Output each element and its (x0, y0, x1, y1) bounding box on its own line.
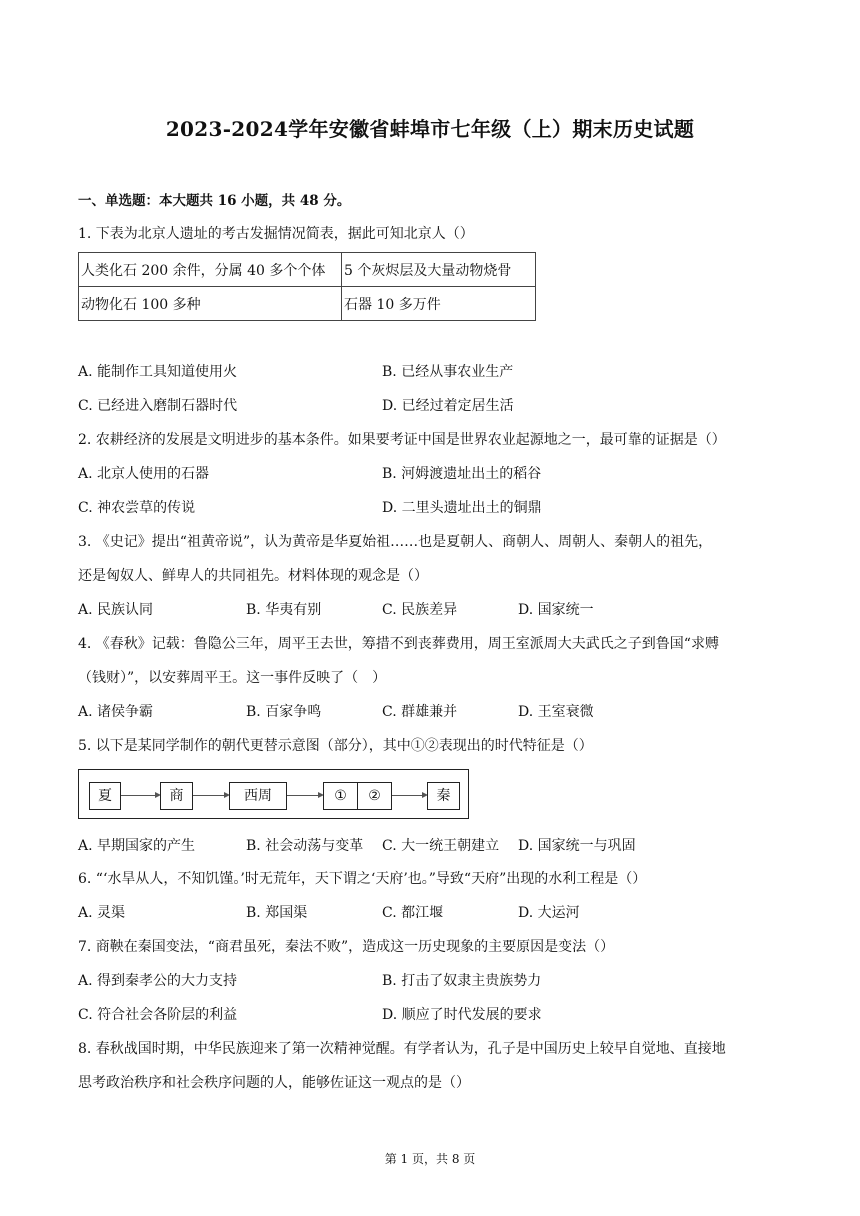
question-5-stem: 5. 以下是某同学制作的朝代更替示意图（部分），其中①②表现出的时代特征是（） (78, 738, 593, 754)
question-6-option-b[interactable]: B. 郑国渠 (246, 905, 308, 921)
question-2-option-b[interactable]: B. 河姆渡遗址出土的稻谷 (382, 466, 542, 482)
question-5-option-c[interactable]: C. 大一统王朝建立 (382, 838, 500, 854)
page-footer: 第 1 页，共 8 页 (384, 1152, 476, 1166)
question-7-option-c[interactable]: C. 符合社会各阶层的利益 (78, 1007, 238, 1023)
question-6-stem: 6. “‘水旱从人，不知饥馑。’时无荒年，天下谓之‘天府’也。”导致“天府”出现的水利工程是（） (78, 871, 647, 887)
question-4-option-b[interactable]: B. 百家争鸣 (246, 704, 322, 720)
question-3-option-d[interactable]: D. 国家统一 (518, 602, 594, 618)
question-1-option-d[interactable]: D. 已经过着定居生活 (382, 398, 514, 414)
question-1-table (78, 252, 536, 321)
question-6-option-c[interactable]: C. 都江堰 (382, 905, 444, 921)
question-3-option-a[interactable]: A. 民族认同 (78, 602, 154, 618)
question-8-stem-line-1: 8. 春秋战国时期，中华民族迎来了第一次精神觉醒。有学者认为，孔子是中国历史上较早自觉地、直接地 (78, 1041, 726, 1057)
table-cell: 5 个灰烬层及大量动物烧骨 (342, 253, 536, 287)
flow-box-xia: 夏 (89, 782, 121, 810)
question-7-stem: 7. 商鞅在秦国变法，“商君虽死，秦法不败”，造成这一历史现象的主要原因是变法（） (78, 939, 615, 955)
question-1-stem: 1. 下表为北京人遗址的考古发掘情况简表，据此可知北京人（） (78, 226, 474, 242)
question-7-option-a[interactable]: A. 得到秦孝公的大力支持 (78, 973, 238, 989)
table-cell: 动物化石 100 多种 (79, 287, 342, 321)
table-cell: 石器 10 多万件 (342, 287, 536, 321)
question-1-option-a[interactable]: A. 能制作工具知道使用火 (78, 364, 238, 380)
flow-box-shang: 商 (160, 782, 193, 810)
flow-box-1: ① (323, 782, 358, 810)
question-1-option-b[interactable]: B. 已经从事农业生产 (382, 364, 514, 380)
question-2-option-c[interactable]: C. 神农尝草的传说 (78, 500, 196, 516)
flow-box-western-zhou: 西周 (229, 782, 287, 810)
question-3-option-b[interactable]: B. 华夷有别 (246, 602, 322, 618)
flow-arrow (121, 795, 159, 796)
table-row (79, 287, 536, 321)
question-3-option-c[interactable]: C. 民族差异 (382, 602, 458, 618)
question-6-option-d[interactable]: D. 大运河 (518, 905, 580, 921)
flow-box-qin: 秦 (427, 782, 460, 810)
question-7-option-b[interactable]: B. 打击了奴隶主贵族势力 (382, 973, 542, 989)
flow-arrow (193, 795, 228, 796)
question-7-option-d[interactable]: D. 顺应了时代发展的要求 (382, 1007, 542, 1023)
question-6-option-a[interactable]: A. 灵渠 (78, 905, 126, 921)
question-3-stem-line-1: 3. 《史记》提出“祖黄帝说”，认为黄帝是华夏始祖……也是夏朝人、商朝人、周朝人、秦朝人的祖先， (78, 534, 713, 550)
question-4-option-d[interactable]: D. 王室衰微 (518, 704, 594, 720)
question-4-stem-line-2: （钱财）”，以安葬周平王。这一事件反映了（ ） (78, 670, 387, 686)
question-3-stem-line-2: 还是匈奴人、鲜卑人的共同祖先。材料体现的观念是（） (78, 568, 428, 584)
question-4-option-c[interactable]: C. 群雄兼并 (382, 704, 458, 720)
question-8-stem-line-2: 思考政治秩序和社会秩序问题的人，能够佐证这一观点的是（） (78, 1075, 470, 1091)
question-4-option-a[interactable]: A. 诸侯争霸 (78, 704, 154, 720)
question-5-option-a[interactable]: A. 早期国家的产生 (78, 838, 196, 854)
section-heading: 一、单选题：本大题共 16 小题，共 48 分。 (78, 193, 351, 209)
question-5-option-b[interactable]: B. 社会动荡与变革 (246, 838, 364, 854)
table-cell: 人类化石 200 余件，分属 40 多个个体 (79, 253, 342, 287)
flow-arrow (287, 795, 322, 796)
flow-box-2: ② (357, 782, 392, 810)
question-5-option-d[interactable]: D. 国家统一与巩固 (518, 838, 636, 854)
dynasty-flow-diagram (78, 769, 469, 819)
question-1-option-c[interactable]: C. 已经进入磨制石器时代 (78, 398, 238, 414)
flow-arrow (392, 795, 426, 796)
page-title: 2023-2024学年安徽省蚌埠市七年级（上）期末历史试题 (165, 117, 695, 141)
question-2-option-a[interactable]: A. 北京人使用的石器 (78, 466, 210, 482)
table-row (79, 253, 536, 287)
question-2-stem: 2. 农耕经济的发展是文明进步的基本条件。如果要考证中国是世界农业起源地之一，最可靠的证据是（） (78, 432, 726, 448)
question-4-stem-line-1: 4. 《春秋》记载：鲁隐公三年，周平王去世，筹措不到丧葬费用，周王室派周大夫武氏之子到鲁国“求赙 (78, 636, 719, 652)
question-2-option-d[interactable]: D. 二里头遗址出土的铜鼎 (382, 500, 542, 516)
